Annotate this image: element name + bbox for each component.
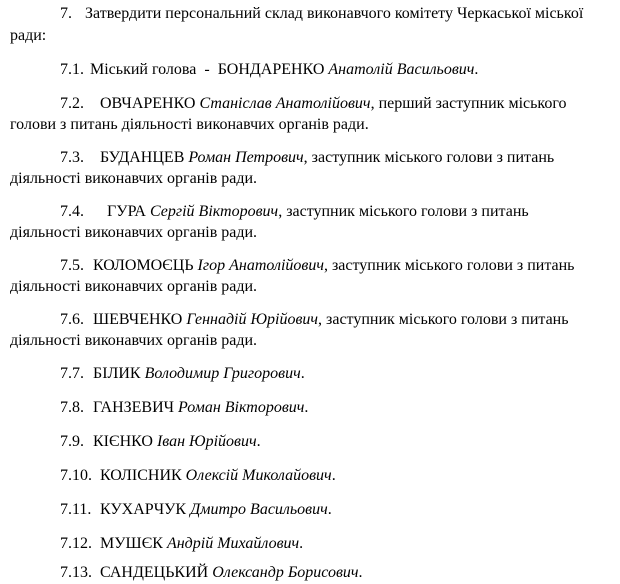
item-number: 7.13. — [60, 564, 92, 581]
item-surname: КУХАРЧУК — [100, 501, 187, 518]
item-surname: БОНДАРЕНКО — [217, 61, 325, 78]
item-continuation: діяльності виконавчих органів ради. — [10, 332, 258, 349]
item-7-5-line-2 — [10, 277, 257, 297]
item-continuation: діяльності виконавчих органів ради. — [10, 278, 258, 295]
item-name: Геннадій Юрійович — [186, 311, 319, 328]
item-name: Олександр Борисович — [212, 564, 359, 581]
item-rest: , заступник міського голови з питань — [318, 311, 569, 328]
item-7-6-line-2 — [10, 331, 257, 351]
item-rest: , заступник міського голови з питань — [278, 203, 529, 220]
paragraph-text: ради: — [10, 27, 47, 44]
item-rest: . — [358, 564, 363, 581]
item-number: 7.6. — [60, 311, 84, 328]
item-surname: МУШЄК — [100, 535, 163, 552]
paragraph-text: Затвердити персональний склад виконавчого комітету Черкаської міської — [85, 5, 584, 22]
item-continuation: діяльності виконавчих органів ради. — [10, 224, 258, 241]
item-number: 7.1. — [60, 61, 84, 78]
item-surname: ОВЧАРЕНКО — [100, 95, 196, 112]
item-7-2-line-2 — [10, 115, 369, 135]
item-name: Анатолій Васильович — [328, 61, 475, 78]
item-surname: БУДАНЦЕВ — [100, 149, 185, 166]
item-surname: ГУРА — [107, 203, 146, 220]
item-number: 7.12. — [60, 535, 92, 552]
item-rest: . — [474, 61, 479, 78]
item-number: 7.7. — [60, 365, 84, 382]
item-7-4 — [60, 202, 529, 222]
item-number: 7.10. — [60, 467, 92, 484]
item-number: 7.5. — [60, 257, 84, 274]
item-rest: . — [304, 399, 309, 416]
item-rest: , заступник міського голови з питань — [323, 257, 575, 274]
item-rest: . — [256, 433, 261, 450]
item-number: 7.9. — [60, 433, 84, 450]
item-name: Іван Юрійович — [156, 433, 257, 450]
item-number: 7.4. — [60, 203, 84, 220]
item-rest: , заступник міського голови з питань — [303, 149, 555, 166]
item-number: 7.2. — [60, 95, 84, 112]
item-surname: БІЛИК — [93, 365, 141, 382]
paragraph-number: 7. — [60, 5, 72, 22]
item-prefix: Міський голова - — [90, 61, 218, 78]
item-7-3 — [60, 148, 554, 168]
item-7-12 — [60, 534, 303, 554]
item-7-6 — [60, 310, 569, 330]
item-surname: КОЛОМОЄЦЬ — [93, 257, 194, 274]
item-7-4-line-2 — [10, 223, 257, 243]
item-name: Володимир Григорович — [144, 365, 301, 382]
item-7-5 — [60, 256, 574, 276]
item-7-3-line-2 — [10, 169, 257, 189]
item-7-11 — [60, 500, 332, 520]
item-continuation: діяльності виконавчих органів ради. — [10, 170, 258, 187]
paragraph-7-line-2 — [10, 26, 46, 46]
item-7-1 — [60, 60, 478, 80]
item-name: Роман Петрович — [188, 149, 304, 166]
item-name: Дмитро Васильович — [190, 501, 328, 518]
item-7-10 — [60, 466, 336, 486]
item-name: Сергій Вікторович — [149, 203, 279, 220]
item-7-9 — [60, 432, 261, 452]
paragraph-7-line-1 — [60, 4, 583, 24]
item-7-13 — [60, 563, 363, 583]
item-rest: , перший заступник міського — [370, 95, 567, 112]
item-name: Олексій Миколайович — [185, 467, 332, 484]
item-rest: . — [331, 467, 336, 484]
item-name: Станіслав Анатолійович — [199, 95, 371, 112]
item-surname: ГАНЗЕВИЧ — [93, 399, 175, 416]
item-rest: . — [299, 535, 304, 552]
item-name: Роман Вікторович — [178, 399, 305, 416]
item-name: Ігор Анатолійович — [197, 257, 324, 274]
item-rest: . — [300, 365, 305, 382]
item-number: 7.3. — [60, 149, 84, 166]
item-surname: КОЛІСНИК — [100, 467, 182, 484]
item-continuation: голови з питань діяльності виконавчих органів ради. — [10, 116, 369, 133]
item-surname: ШЕВЧЕНКО — [93, 311, 183, 328]
item-name: Андрій Михайлович — [166, 535, 300, 552]
item-surname: САНДЕЦЬКИЙ — [100, 564, 209, 581]
item-7-2 — [60, 94, 567, 114]
item-rest: . — [327, 501, 332, 518]
item-7-7 — [60, 364, 305, 384]
item-number: 7.8. — [60, 399, 84, 416]
item-number: 7.11. — [60, 501, 92, 518]
item-7-8 — [60, 398, 308, 418]
item-surname: КІЄНКО — [93, 433, 153, 450]
